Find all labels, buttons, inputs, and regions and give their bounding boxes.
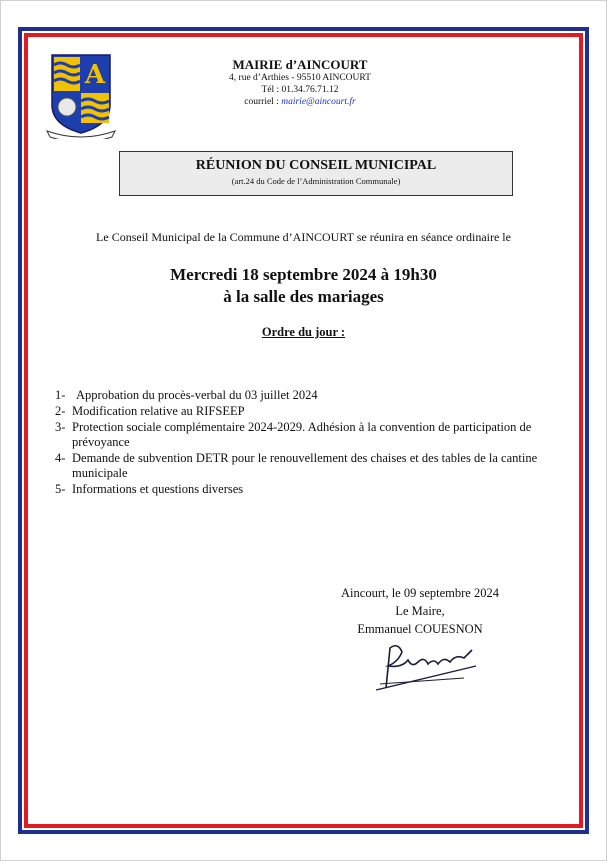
phone: Tél : 01.34.76.71.12 <box>261 85 339 95</box>
email-line <box>170 96 430 108</box>
meeting-date-time: Mercredi 18 septembre 2024 à 19h30 <box>170 265 437 284</box>
signature-block <box>300 584 540 638</box>
mairie-header <box>170 57 430 108</box>
agenda-item <box>55 482 555 497</box>
agenda-item <box>55 420 555 450</box>
agenda-item <box>55 404 555 419</box>
agenda-item-text: Protection sociale complémentaire 2024-2029. Adhésion à la convention de participation de prévoyance <box>72 420 532 449</box>
agenda-item-number: 4- <box>55 451 66 465</box>
agenda-item-text: Demande de subvention DETR pour le renouvellement des chaises et des tables de la cantine municipale <box>72 451 538 480</box>
agenda-item-number: 2- <box>55 404 66 418</box>
document-title: RÉUNION DU CONSEIL MUNICIPAL <box>195 158 437 173</box>
meeting-place: à la salle des mariages <box>223 287 384 306</box>
email-label: courriel : <box>244 97 282 107</box>
email-link[interactable]: mairie@aincourt.fr <box>281 97 356 107</box>
agenda-item-text: Approbation du procès-verbal du 03 juillet 2024 <box>76 388 318 402</box>
agenda-item-text: Modification relative au RIFSEEP <box>72 404 245 418</box>
agenda-item <box>55 388 555 403</box>
agenda-list <box>55 388 555 498</box>
agenda-item <box>55 451 555 481</box>
agenda-item-number: 3- <box>55 420 66 434</box>
signatory-name: Emmanuel COUESNON <box>357 622 483 636</box>
agenda-item-number: 1- <box>55 388 66 402</box>
place-date: Aincourt, le 09 septembre 2024 <box>341 586 499 600</box>
agenda-title: Ordre du jour : <box>261 325 346 339</box>
svg-text:A: A <box>84 60 106 90</box>
municipal-crest-logo <box>44 53 118 139</box>
handwritten-signature <box>368 638 480 694</box>
org-name: MAIRIE d’AINCOURT <box>232 57 368 72</box>
intro-text: Le Conseil Municipal de la Commune d’AINCOURT se réunira en séance ordinaire le <box>96 230 511 244</box>
signatory-role: Le Maire, <box>395 604 445 618</box>
meeting-info <box>40 264 567 308</box>
agenda-item-number: 5- <box>55 482 66 496</box>
document-subtitle: (art.24 du Code de l’Administration Communale) <box>231 176 401 186</box>
address: 4, rue d’Arthies - 95510 AINCOURT <box>229 73 371 83</box>
agenda-item-text: Informations et questions diverses <box>72 482 244 496</box>
title-box <box>119 151 513 196</box>
